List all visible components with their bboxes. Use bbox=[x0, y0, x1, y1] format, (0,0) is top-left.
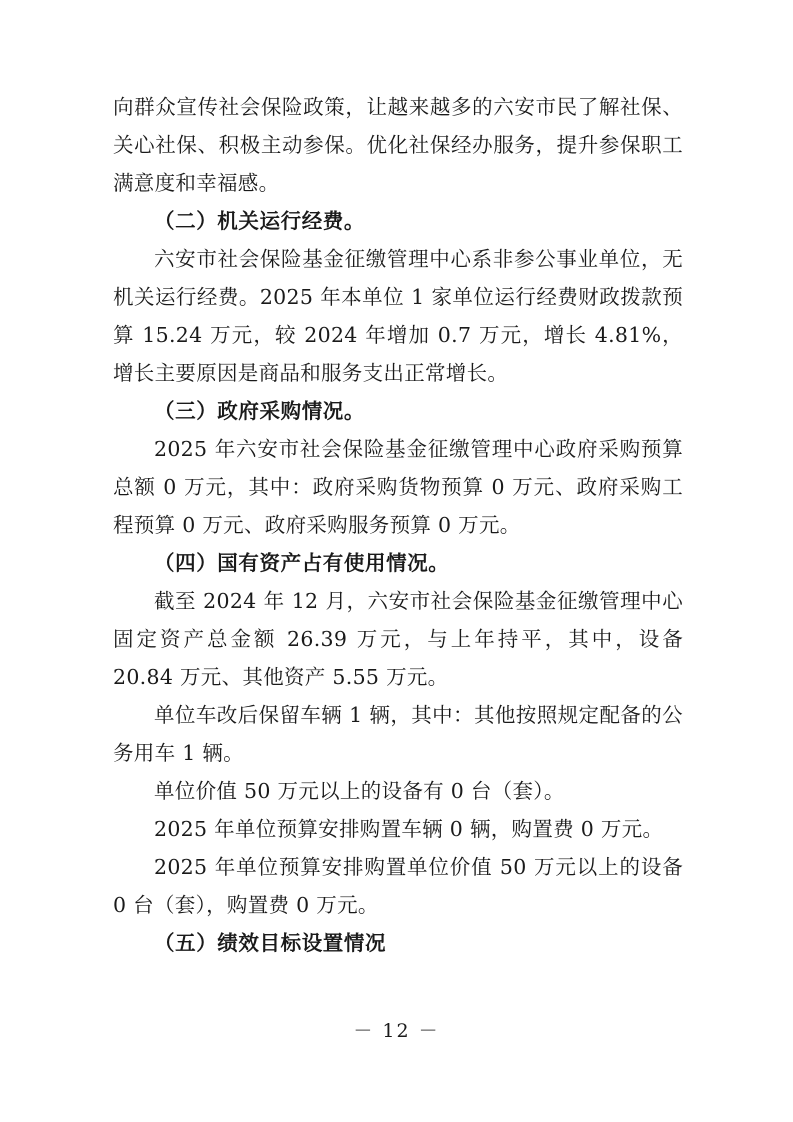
paragraph: 截至 2024 年 12 月，六安市社会保险基金征缴管理中心固定资产总金额 26.39 万元，与上年持平，其中，设备 20.84 万元、其他资产 5.55 万元。 bbox=[113, 589, 683, 689]
paragraph: 单位价值 50 万元以上的设备有 0 台（套）。 bbox=[154, 779, 565, 803]
page-number-text: － 12 － bbox=[353, 1020, 440, 1042]
paragraph: 六安市社会保险基金征缴管理中心系非参公事业单位，无机关运行经费。2025 年本单位 1 家单位运行经费财政拨款预算 15.24 万元，较 2024 年增加 0.7 万元，增长 4.81%，增长主要原因是商品和服务支出正常增长。 bbox=[113, 247, 683, 385]
paragraph: 2025 年六安市社会保险基金征缴管理中心政府采购预算总额 0 万元，其中：政府采购货物预算 0 万元、政府采购工程预算 0 万元、政府采购服务预算 0 万元。 bbox=[113, 437, 683, 537]
section-heading: （四）国有资产占有使用情况。 bbox=[154, 551, 450, 575]
section-heading: （三）政府采购情况。 bbox=[154, 399, 365, 423]
page-number bbox=[0, 1016, 793, 1043]
section-heading: （五）绩效目标设置情况 bbox=[154, 931, 387, 955]
document-body bbox=[113, 88, 683, 962]
paragraph: 向群众宣传社会保险政策，让越来越多的六安市民了解社保、关心社保、积极主动参保。优化社保经办服务，提升参保职工满意度和幸福感。 bbox=[113, 95, 683, 195]
paragraph: 单位车改后保留车辆 1 辆，其中：其他按照规定配备的公务用车 1 辆。 bbox=[113, 703, 683, 765]
paragraph: 2025 年单位预算安排购置车辆 0 辆，购置费 0 万元。 bbox=[154, 817, 664, 841]
section-heading: （二）机关运行经费。 bbox=[154, 209, 365, 233]
paragraph: 2025 年单位预算安排购置单位价值 50 万元以上的设备 0 台（套），购置费 0 万元。 bbox=[113, 855, 683, 917]
